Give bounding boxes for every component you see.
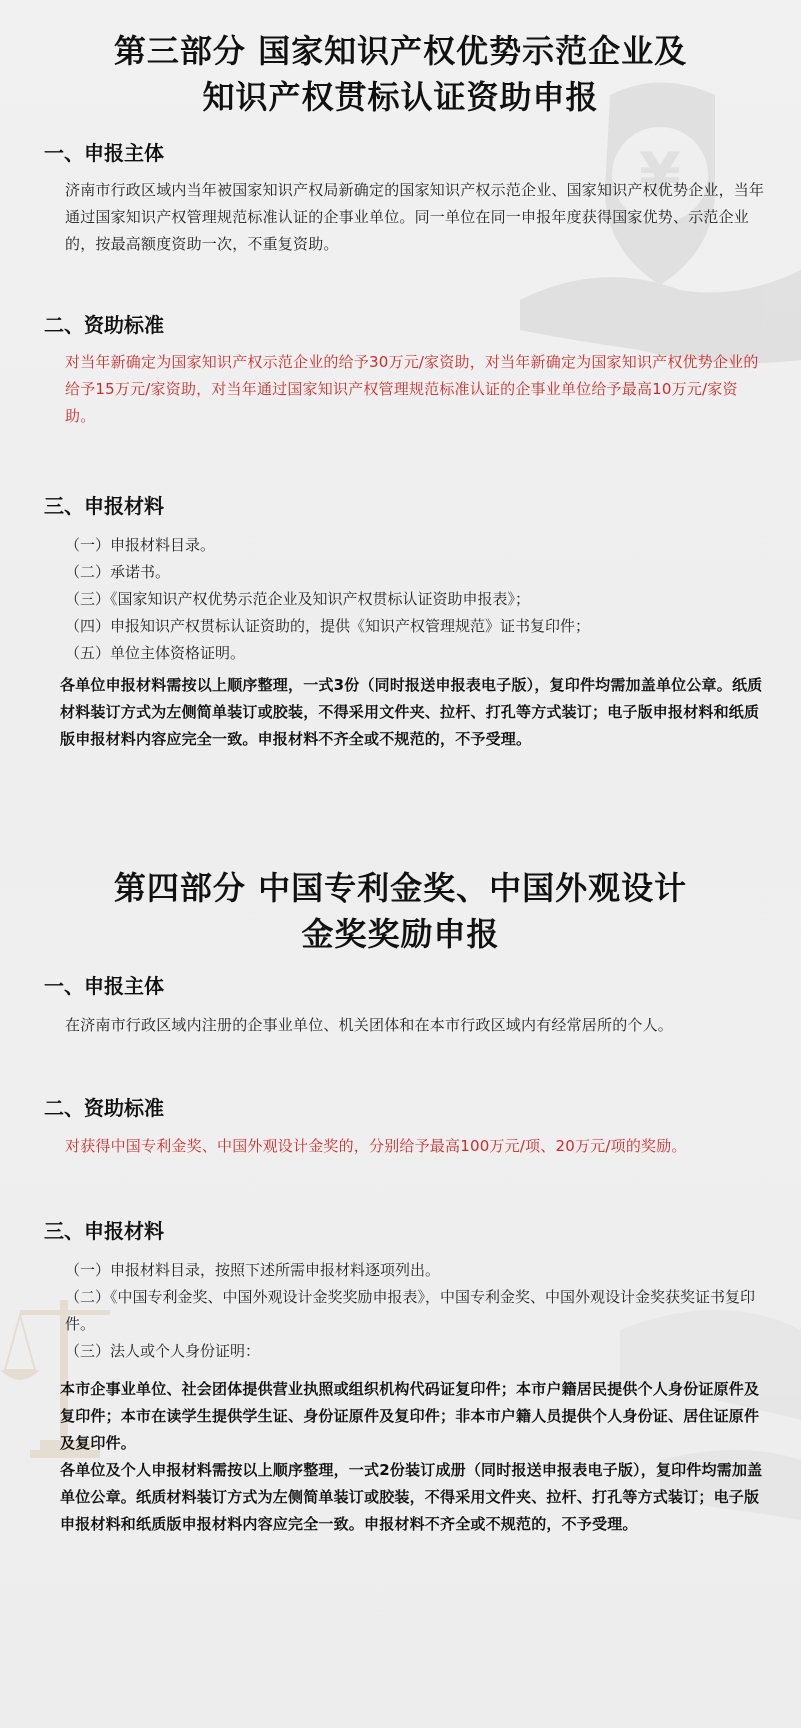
list-item: （四）申报知识产权贯标认证资助的，提供《知识产权管理规范》证书复印件； (65, 617, 591, 635)
part4-title (0, 865, 801, 957)
part3-materials-note: 各单位申报材料需按以上顺序整理，一式3份（同时报送申报表电子版），复印件均需加盖单位公章。纸质材料装订方式为左侧简单装订或胶装，不得采用文件夹、拉杆、打孔等方式装订；电子版申报材料和纸质版申报材料内容应完全一致。申报材料不齐全或不规范的，不予受理。 (60, 676, 763, 748)
svg-text:¥: ¥ (639, 140, 681, 210)
part4-section3-heading: 三、申报材料 (44, 1219, 164, 1243)
part3-section1-text: 济南市行政区域内当年被国家知识产权局新确定的国家知识产权示范企业、国家知识产权优势企业，当年通过国家知识产权管理规范标准认证的企事业单位。同一单位在同一申报年度获得国家优势、示范企业的，按最高额度资助一次，不重复资助。 (65, 181, 765, 253)
part3-section1-heading: 一、申报主体 (44, 141, 164, 165)
list-item: （二）承诺书。 (65, 563, 171, 581)
list-item: （二）《中国专利金奖、中国外观设计金奖奖励申报表》，中国专利金奖、中国外观设计金奖获奖证书复印件。 (65, 1288, 756, 1333)
part4-section2-heading: 二、资助标准 (44, 1096, 164, 1120)
part3-section2-heading: 二、资助标准 (44, 313, 164, 337)
part3-section3-heading: 三、申报材料 (44, 494, 164, 518)
part4-section1-heading: 一、申报主体 (44, 974, 164, 998)
list-item: （一）申报材料目录，按照下述所需申报材料逐项列出。 (65, 1261, 441, 1279)
part4-materials-note2: 各单位及个人申报材料需按以上顺序整理，一式2份装订成册（同时报送申报表电子版），复印件均需加盖单位公章。纸质材料装订方式为左侧简单装订或胶装，不得采用文件夹、拉杆、打孔等方式装订；电子版申报材料和纸质版申报材料内容应完全一致。申报材料不齐全或不规范的，不予受理。 (60, 1461, 763, 1533)
part4-section2-text: 对获得中国专利金奖、中国外观设计金奖的，分别给予最高100万元/项、20万元/项的奖励。 (65, 1137, 687, 1155)
list-item: （三）法人或个人身份证明： (65, 1342, 261, 1360)
part3-section2-text: 对当年新确定为国家知识产权示范企业的给予30万元/家资助，对当年新确定为国家知识产权优势企业的给予15万元/家资助，对当年通过国家知识产权管理规范标准认证的企事业单位给予最高10万元/家资助。 (65, 353, 759, 425)
part4-title-line2: 金奖奖励申报 (301, 915, 500, 953)
part4-section1-text: 在济南市行政区域内注册的企事业单位、机关团体和在本市行政区域内有经常居所的个人。 (65, 1016, 674, 1034)
part4-materials-note1: 本市企事业单位、社会团体提供营业执照或组织机构代码证复印件；本市户籍居民提供个人身份证原件及复印件；本市在读学生提供学生证、身份证原件及复印件；非本市户籍人员提供个人身份证、居住证原件及复印件。 (60, 1380, 760, 1452)
part3-materials-list (65, 532, 765, 667)
part3-title-line1: 第三部分 国家知识产权优势示范企业及 (113, 32, 688, 70)
part4-title-line1: 第四部分 中国专利金奖、中国外观设计 (113, 869, 688, 907)
list-item: （三）《国家知识产权优势示范企业及知识产权贯标认证资助申报表》； (65, 590, 531, 608)
list-item: （五）单位主体资格证明。 (65, 644, 246, 662)
part3-title (0, 28, 801, 120)
part4-materials-list (65, 1257, 765, 1365)
list-item: （一）申报材料目录。 (65, 536, 216, 554)
part3-title-line2: 知识产权贯标认证资助申报 (202, 78, 599, 116)
